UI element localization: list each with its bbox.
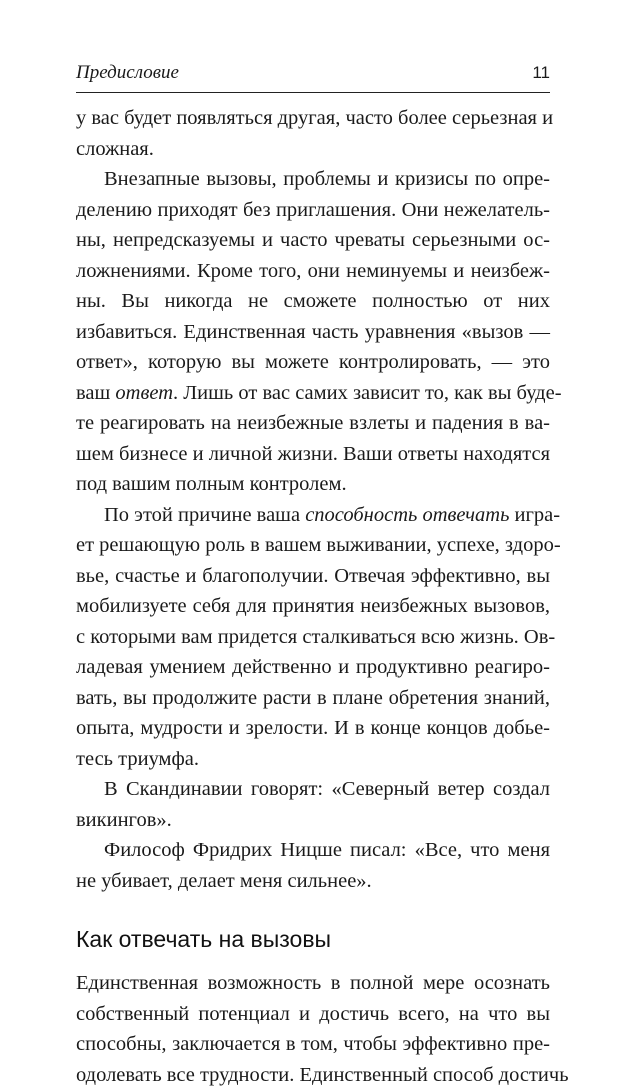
text-line xyxy=(76,378,550,409)
text-line: мобилизуете себя для принятия неизбежных вызовов, xyxy=(76,591,550,622)
text-line xyxy=(76,500,550,531)
italic-emphasis: ответ xyxy=(115,382,173,404)
text-line: избавиться. Единственная часть уравнения «вызов — xyxy=(76,317,550,348)
text-fragment: игра- xyxy=(509,504,560,526)
italic-emphasis: способность отвечать xyxy=(305,504,509,526)
text-fragment: По этой причине ваша xyxy=(104,504,305,526)
text-line: ложнениями. Кроме того, они неминуемы и неизбеж- xyxy=(76,256,550,287)
running-header xyxy=(76,62,550,93)
text-line: ответ», которую вы можете контролировать, — это xyxy=(76,347,550,378)
text-line: Философ Фридрих Ницше писал: «Все, что меня xyxy=(76,835,550,866)
text-line: ны. Вы никогда не сможете полностью от них xyxy=(76,286,550,317)
text-line: с которыми вам придется сталкиваться всю жизнь. Ов- xyxy=(76,622,550,653)
text-line: у вас будет появляться другая, часто более серьезная и xyxy=(76,103,550,134)
text-line: под вашим полным контролем. xyxy=(76,469,550,500)
paragraph-6 xyxy=(76,968,550,1090)
text-line: ет решающую роль в вашем выживании, успехе, здоро- xyxy=(76,530,550,561)
text-line: викингов». xyxy=(76,805,550,836)
text-line: Единственная возможность в полной мере осознать xyxy=(76,968,550,999)
text-line: ладевая умением действенно и продуктивно реагиро- xyxy=(76,652,550,683)
text-line: тесь триумфа. xyxy=(76,744,550,775)
text-line: сложная. xyxy=(76,134,550,165)
text-line: опыта, мудрости и зрелости. И в конце концов добье- xyxy=(76,713,550,744)
book-page xyxy=(76,62,550,1090)
page-number: 11 xyxy=(532,62,550,84)
text-line: Внезапные вызовы, проблемы и кризисы по опре- xyxy=(76,164,550,195)
text-line: В Скандинавии говорят: «Северный ветер создал xyxy=(76,774,550,805)
text-fragment: . Лишь от вас самих зависит то, как вы буде- xyxy=(173,382,562,404)
paragraph-3 xyxy=(76,500,550,775)
body-text xyxy=(76,103,550,1090)
text-line: вье, счастье и благополучии. Отвечая эффективно, вы xyxy=(76,561,550,592)
running-header-section-title: Предисловие xyxy=(76,62,179,84)
text-fragment: ваш xyxy=(76,382,115,404)
text-line: способны, заключается в том, чтобы эффективно пре- xyxy=(76,1029,550,1060)
text-line: вать, вы продолжите расти в плане обретения знаний, xyxy=(76,683,550,714)
paragraph-1 xyxy=(76,103,550,164)
text-line: делению приходят без приглашения. Они нежелатель- xyxy=(76,195,550,226)
text-line: ны, непредсказуемы и часто чреваты серьезными ос- xyxy=(76,225,550,256)
paragraph-4 xyxy=(76,774,550,835)
paragraph-5 xyxy=(76,835,550,896)
text-line: шем бизнесе и личной жизни. Ваши ответы находятся xyxy=(76,439,550,470)
text-line: не убивает, делает меня сильнее». xyxy=(76,866,550,897)
text-line: те реагировать на неизбежные взлеты и падения в ва- xyxy=(76,408,550,439)
text-line: одолевать все трудности. Единственный способ достичь xyxy=(76,1060,550,1090)
paragraph-2 xyxy=(76,164,550,500)
section-heading: Как отвечать на вызовы xyxy=(76,924,550,954)
text-line: собственный потенциал и достичь всего, на что вы xyxy=(76,999,550,1030)
